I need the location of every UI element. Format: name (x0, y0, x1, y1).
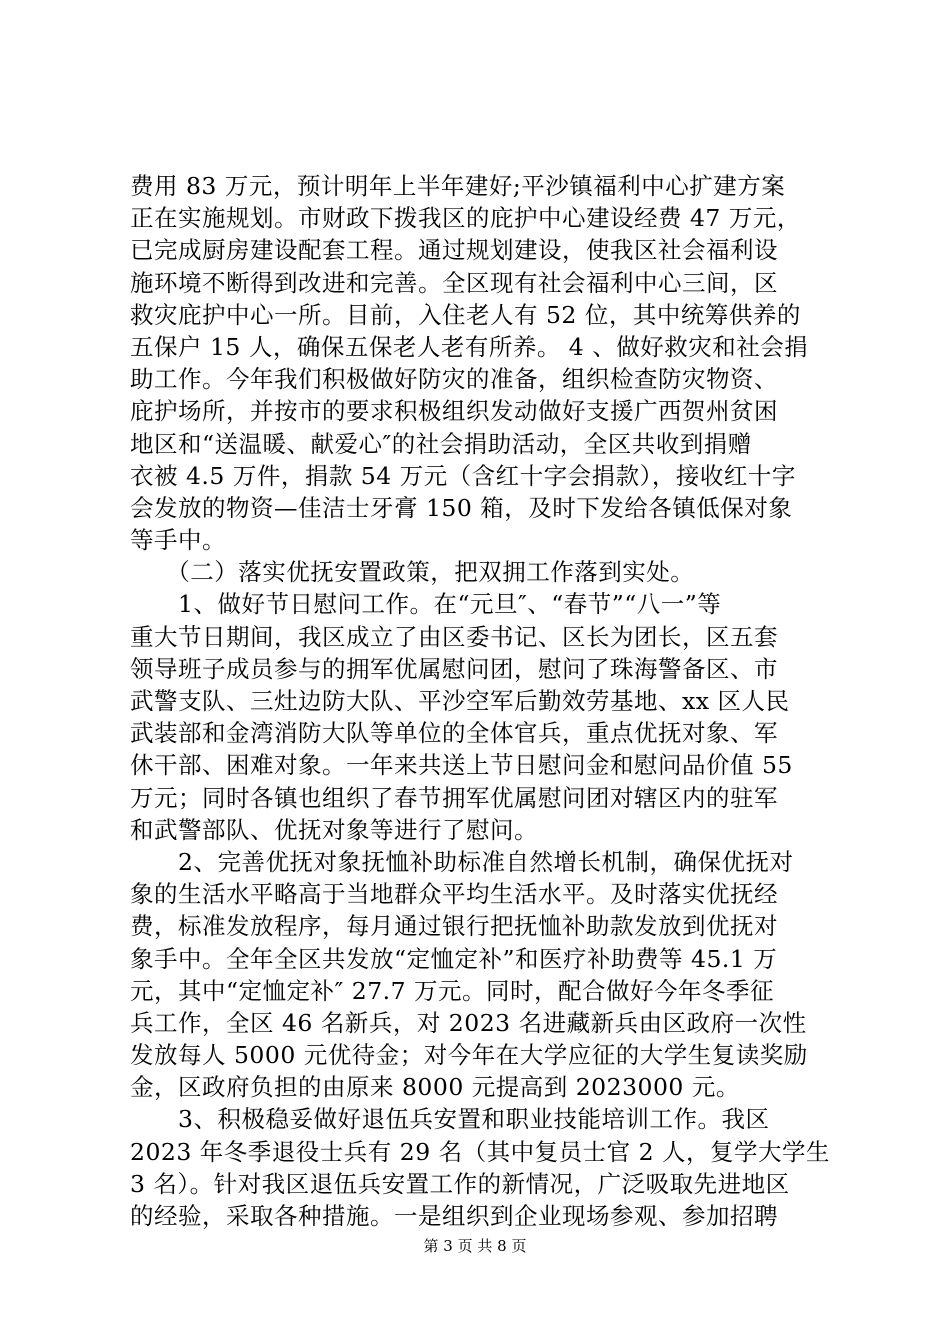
text-line: 庇护场所，并按市的要求积极组织发动做好支援广西贺州贫困 (130, 397, 778, 426)
text-line: 象的生活水平略高于当地群众平均生活水平。及时落实优抚经 (130, 880, 778, 909)
text-line: 兵工作，全区 46 名新兵，对 2023 名进藏新兵由区政府一次性 (130, 1008, 807, 1037)
text-line: 衣被 4.5 万件，捐款 54 万元（含红十字会捐款），接收红十字 (130, 461, 796, 490)
text-line: 救灾庇护中心一所。目前，入住老人有 52 位，其中统筹供养的 (130, 300, 801, 329)
text-line: 2、完善优抚对象抚恤补助标准自然增长机制，确保优抚对 (130, 847, 794, 876)
text-line: 武装部和金湾消防大队等单位的全体官兵，重点优抚对象、军 (130, 719, 778, 748)
text-line: 发放每人 5000 元优待金；对今年在大学应征的大学生复读奖励 (130, 1041, 808, 1070)
text-line: 万元；同时各镇也组织了春节拥军优属慰问团对辖区内的驻军 (130, 783, 778, 812)
text-line: 会发放的物资—佳洁士牙膏 150 箱，及时下发给各镇低保对象 (130, 493, 793, 522)
text-line: 领导班子成员参与的拥军优属慰问团，慰问了珠海警备区、市 (130, 654, 778, 683)
text-line: 象手中。全年全区共发放“定恤定补”和医疗补助费等 45.1 万 (130, 944, 778, 973)
text-line: 武警支队、三灶边防大队、平沙空军后勤效劳基地、xx 区人民 (130, 687, 790, 715)
page-footer (0, 1236, 950, 1256)
page-number: 第 3 页 共 8 页 (423, 1237, 527, 1255)
text-line: 地区和“送温暖、献爱心″的社会捐助活动，全区共收到捐赠 (130, 429, 752, 458)
text-line: 重大节日期间，我区成立了由区委书记、区长为团长，区五套 (130, 622, 778, 651)
text-line: 3、积极稳妥做好退伍兵安置和职业技能培训工作。我区 (130, 1105, 770, 1134)
text-line: 和武警部队、优抚对象等进行了慰问。 (130, 815, 538, 844)
text-line: 3 名）。针对我区退伍兵安置工作的新情况，广泛吸取先进地区 (130, 1169, 790, 1198)
text-line: 正在实施规划。市财政下拨我区的庇护中心建设经费 47 万元， (130, 204, 801, 233)
text-line: 费，标准发放程序，每月通过银行把抚恤补助款发放到优抚对 (130, 912, 778, 941)
section-heading: （二）落实优抚安置政策，把双拥工作落到实处。 (130, 558, 695, 587)
body-text (130, 170, 830, 1232)
text-line: 施环境不断得到改进和完善。全区现有社会福利中心三间，区 (130, 268, 778, 297)
text-line: 2023 年冬季退役士兵有 29 名（其中复员士官 2 人，复学大学生 (130, 1137, 831, 1166)
text-line: 助工作。今年我们积极做好防灾的准备，组织检查防灾物资、 (130, 365, 778, 394)
text-line: 1、做好节日慰问工作。在“元旦″、“春节”“八一”等 (130, 590, 722, 619)
text-line: 金，区政府负担的由原来 8000 元提高到 2023000 元。 (130, 1073, 740, 1102)
text-line: 五保户 15 人，确保五保老人老有所养。 4 、做好救灾和社会捐 (130, 332, 809, 361)
text-line: 费用 83 万元，预计明年上半年建好;平沙镇福利中心扩建方案 (130, 172, 786, 200)
text-line: 元，其中“定恤定补″ 27.7 万元。同时，配合做好今年冬季征 (130, 976, 775, 1005)
text-line: 等手中。 (130, 526, 226, 555)
text-line: 休干部、困难对象。一年来共送上节日慰问金和慰问品价值 55 (130, 751, 793, 780)
text-line: 已完成厨房建设配套工程。通过规划建设，使我区社会福利设 (130, 236, 778, 265)
text-line: 的经验，采取各种措施。一是组织到企业现场参观、参加招聘 (130, 1202, 778, 1230)
